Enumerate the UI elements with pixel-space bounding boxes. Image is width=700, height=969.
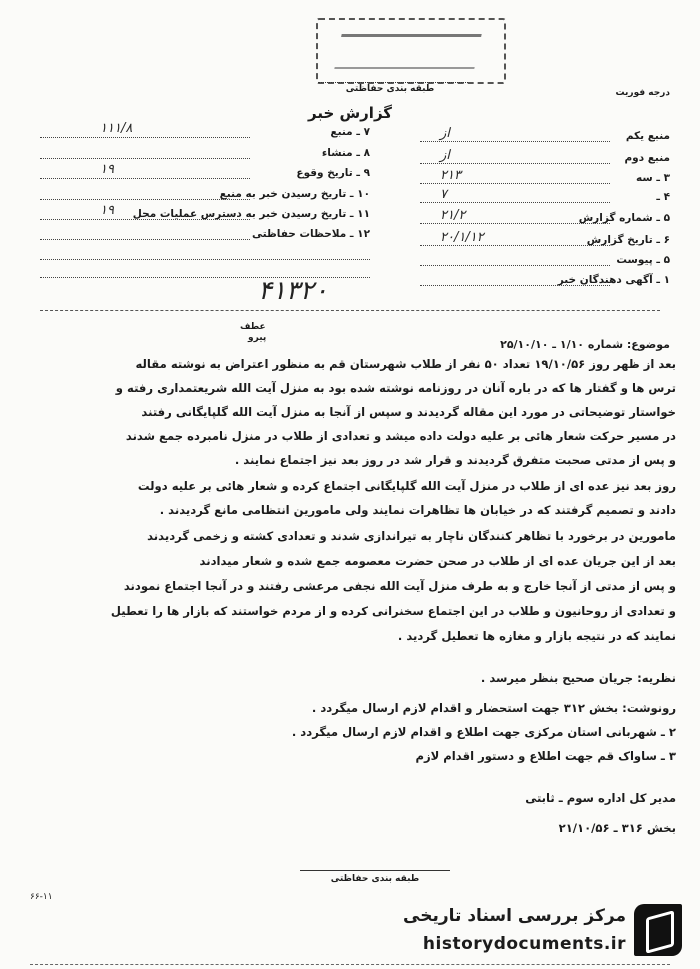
- body-line: و تعدادی از روحانیون و طلاب در این اجتماع سخنرانی کرده و از مردم خواستند که بازار ها را تعطیل: [110, 604, 676, 618]
- blank-line: [40, 246, 370, 264]
- source-field: ۷ ـ منبع ۱۱۱/۸: [40, 124, 370, 142]
- body-line: و پس از مدتی صحبت متفرق گردیدند و قرار شد در روز بعد نیز اجتماع نمایند .: [234, 453, 676, 467]
- body-line: بعد از این جریان عده ای از طلاب در صحن حضرت معصومه جمع شده و شعار میدادند: [199, 554, 676, 568]
- body-line: نظریه: جریان صحیح بنظر میرسد .: [480, 671, 676, 685]
- footer-code: ۶۶-۱۱: [30, 892, 53, 902]
- body-line: دادند و تصمیم گرفتند که در خیابان ها تظاهرات نمایند ولی مامورین انتظامی مانع گردیدند .: [159, 503, 676, 517]
- classification-label: طبقه بندی حفاظتی: [345, 84, 435, 94]
- body-line: ۲ ـ شهربانی استان مرکزی جهت اطلاع و اقدام لازم ارسال میگردد .: [291, 725, 676, 739]
- source-second-field: منبع دوم از: [420, 150, 670, 168]
- body-line: مامورین در برخورد با تظاهر کنندگان ناچار به تیراندازی شدند و تعدادی کشته و زخمی گردیدند: [147, 529, 676, 543]
- divider: [40, 310, 660, 311]
- field-three: ۳ ـ سه ۲۱۳: [420, 170, 670, 188]
- report-number-field: ۵ ـ شماره گزارش ۲۱/۲: [420, 210, 670, 228]
- divider: [30, 964, 670, 965]
- news-to-operations-date-field: ۱۱ ـ تاریخ رسیدن خبر به دسترس عملیات محل ۱۹: [40, 206, 370, 224]
- classification-stamp: [316, 18, 506, 84]
- informants-field: ۱ ـ آگهی دهندگان خبر: [420, 272, 670, 290]
- signature-classification-label: طبقه بندی حفاظتی: [330, 874, 420, 884]
- logo-title: مرکز بررسی اسناد تاریخی: [403, 906, 626, 926]
- body-line: و پس از مدتی از آنجا خارج و به طرف منزل آیت الله نجفی مرعشی رفتند و در آنجا اجتماع نمودند: [123, 579, 676, 593]
- body-line: ترس ها و گفتار ها که در باره آنان در روزنامه نوشته شده بود به منزل آیت الله شریعتمداری رفته و: [115, 381, 676, 395]
- body-line: در مسیر حرکت شعار هائی بر علیه دولت داده میشد و تعدادی از طلاب در منزل نامبرده جمع شدند: [125, 429, 676, 443]
- body-line: رونوشت: بخش ۳۱۲ جهت استحضار و اقدام لازم ارسال میگردد .: [311, 701, 676, 715]
- reference-label: عطف: [240, 322, 266, 332]
- source-first-field: منبع یکم از: [420, 128, 670, 146]
- body-line: روز بعد نیز عده ای از طلاب در منزل آیت الله گلپایگانی اجتماع کرده و شعار هائی بر علیه دولت: [137, 479, 676, 493]
- signature-line: [300, 870, 450, 871]
- book-icon: [634, 904, 682, 956]
- body-line: خواستار توضیحاتی در مورد این مقاله گردیدند و سپس از آنجا به منزل آیت الله گلپایگانی رفتند: [141, 405, 676, 419]
- security-notes-field: ۱۲ ـ ملاحظات حفاظتی: [40, 226, 370, 244]
- archive-logo: [400, 900, 690, 962]
- body-line: ۳ ـ ساواک قم جهت اطلاع و دستور اقدام لازم: [415, 749, 676, 763]
- occurrence-date-field: ۹ ـ تاریخ وقوع ۱۹: [40, 165, 370, 183]
- news-to-source-date-field: ۱۰ ـ تاریخ رسیدن خبر به منبع: [40, 186, 370, 204]
- body-line: نمایند که در نتیجه بازار و مغازه ها تعطیل گردید .: [397, 629, 676, 643]
- report-date-field: ۶ ـ تاریخ گزارش ۲۰/۱/۱۲: [420, 232, 670, 250]
- followup-label: پیرو: [248, 333, 267, 343]
- document-number: ۴۱۳۲۰: [258, 276, 328, 306]
- attachment-field: ۵ ـ پیوست: [420, 252, 670, 270]
- page-title: گزارش خبر: [307, 104, 393, 122]
- field-four: ۴ ـ ۷: [420, 189, 670, 207]
- logo-url: historydocuments.ir: [422, 934, 626, 954]
- body-line: بخش ۳۱۶ ـ ۲۱/۱۰/۵۶: [558, 821, 676, 835]
- origin-field: ۸ ـ منشاء: [40, 145, 370, 163]
- body-line: بعد از ظهر روز ۱۹/۱۰/۵۶ تعداد ۵۰ نفر از طلاب شهرستان قم به منظور اعتراض به نوشته مقاله: [135, 357, 676, 371]
- divider: [318, 82, 468, 83]
- body-line: مدیر کل اداره سوم ـ ثابتی: [525, 791, 676, 805]
- priority-label: درجه فوریت: [615, 88, 670, 98]
- subject-line: موضوع: شماره ۱/۱۰ ـ ۲۵/۱۰/۱۰: [500, 338, 670, 351]
